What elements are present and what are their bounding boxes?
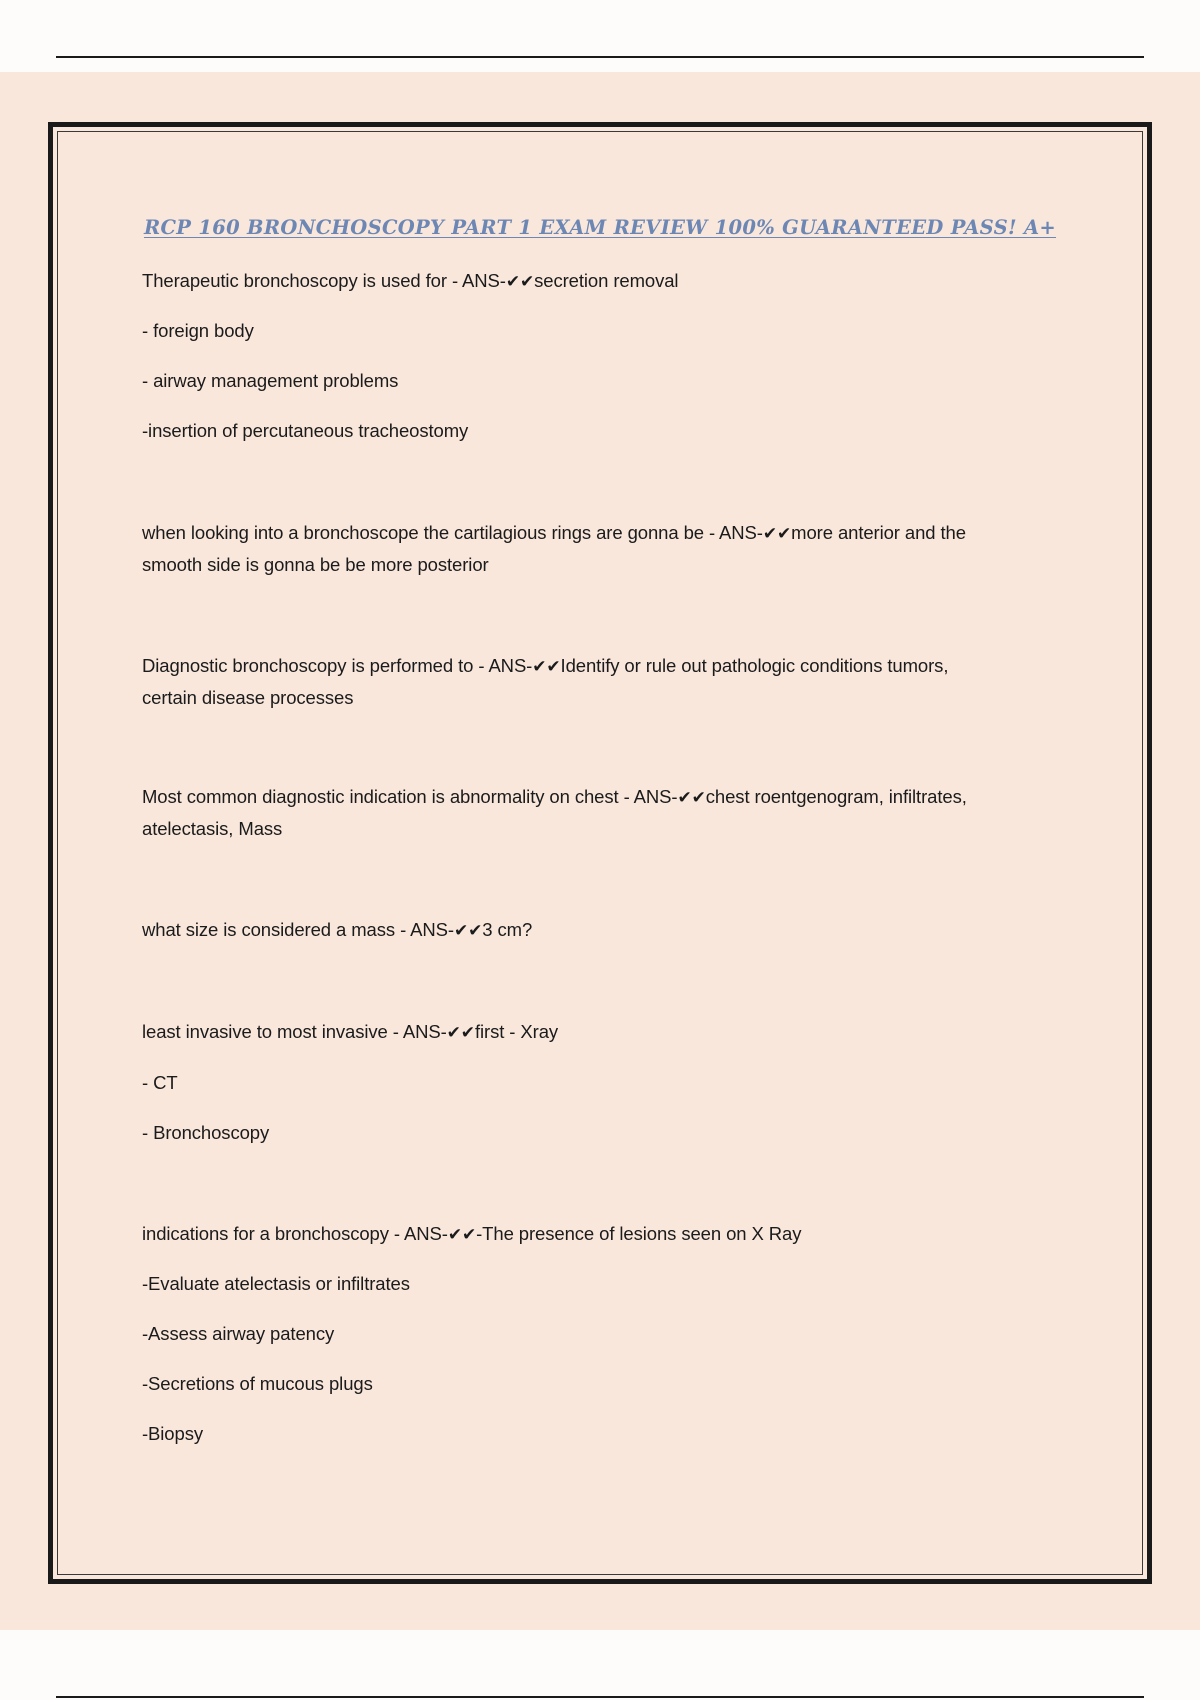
answer-line: -Evaluate atelectasis or infiltrates xyxy=(142,1273,410,1294)
check-mark-icon: ✔✔ xyxy=(762,524,792,544)
qa-question-diagnostic: Diagnostic bronchoscopy is performed to - ANS-✔✔Identify or rule out pathologic conditions tumors, xyxy=(142,655,949,677)
answer-line: -Secretions of mucous plugs xyxy=(142,1373,373,1394)
check-mark-icon: ✔✔ xyxy=(505,272,535,292)
document-title: RCP 160 BRONCHOSCOPY PART 1 EXAM REVIEW 100% GUARANTEED PASS! A+ xyxy=(143,216,1057,239)
header-rule xyxy=(56,56,1144,58)
qa-question-invasiveness: least invasive to most invasive - ANS-✔✔first - Xray xyxy=(142,1021,559,1043)
check-mark-icon: ✔✔ xyxy=(453,921,483,941)
answer-line: atelectasis, Mass xyxy=(142,818,283,839)
check-mark-icon: ✔✔ xyxy=(447,1225,477,1245)
page-border-inner xyxy=(57,131,1143,1575)
footer-rule xyxy=(56,1696,1144,1698)
answer-line: -Biopsy xyxy=(142,1423,203,1444)
qa-question-mass-size: what size is considered a mass - ANS-✔✔3 cm? xyxy=(142,919,533,941)
qa-question-therapeutic: Therapeutic bronchoscopy is used for - ANS-✔✔secretion removal xyxy=(142,270,679,292)
check-mark-icon: ✔✔ xyxy=(446,1023,475,1043)
answer-line: - foreign body xyxy=(142,320,254,341)
answer-line: -insertion of percutaneous tracheostomy xyxy=(142,420,469,441)
check-mark-icon: ✔✔ xyxy=(532,657,561,677)
answer-line: -Assess airway patency xyxy=(142,1323,335,1344)
check-mark-icon: ✔✔ xyxy=(677,788,706,808)
qa-question-indications: indications for a bronchoscopy - ANS-✔✔-The presence of lesions seen on X Ray xyxy=(142,1223,802,1245)
answer-line: - CT xyxy=(142,1072,178,1093)
answer-line: certain disease processes xyxy=(142,687,354,708)
qa-question-chest-abnormality: Most common diagnostic indication is abnormality on chest - ANS-✔✔chest roentgenogram, infiltrates, xyxy=(142,786,967,808)
answer-line: smooth side is gonna be be more posterior xyxy=(142,554,489,575)
answer-line: - airway management problems xyxy=(142,370,399,391)
answer-line: - Bronchoscopy xyxy=(142,1122,270,1143)
qa-question-cartilage-rings: when looking into a bronchoscope the cartilagious rings are gonna be - ANS-✔✔more anterior and the xyxy=(142,522,966,544)
